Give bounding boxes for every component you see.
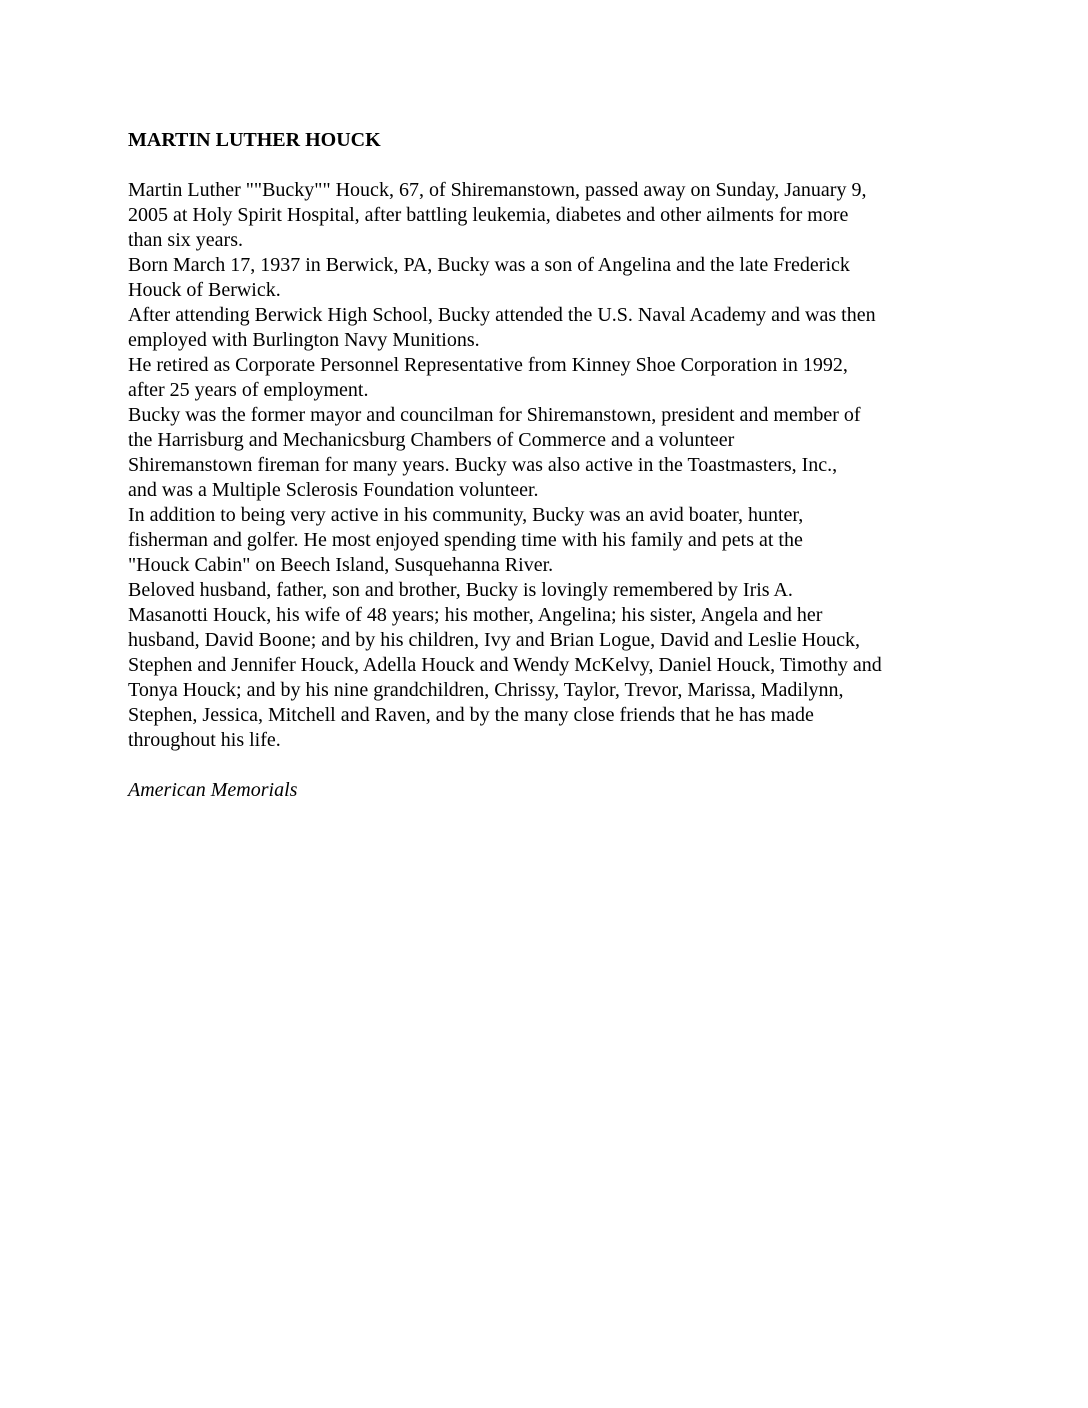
body-line: fisherman and golfer. He most enjoyed spending time with his family and pets at the xyxy=(128,529,803,551)
body-line: Masanotti Houck, his wife of 48 years; his mother, Angelina; his sister, Angela and her xyxy=(128,604,823,626)
body-line: employed with Burlington Navy Munitions. xyxy=(128,329,480,351)
body-line: Houck of Berwick. xyxy=(128,279,281,301)
source-credit: American Memorials xyxy=(128,779,298,801)
body-line: Stephen and Jennifer Houck, Adella Houck and Wendy McKelvy, Daniel Houck, Timothy and xyxy=(128,654,882,676)
body-line: husband, David Boone; and by his children, Ivy and Brian Logue, David and Leslie Houck, xyxy=(128,629,861,651)
body-line: "Houck Cabin" on Beech Island, Susquehanna River. xyxy=(128,554,554,576)
body-line: Born March 17, 1937 in Berwick, PA, Bucky was a son of Angelina and the late Frederick xyxy=(128,254,850,276)
body-line: 2005 at Holy Spirit Hospital, after battling leukemia, diabetes and other ailments for more xyxy=(128,204,849,226)
body-line: Martin Luther ""Bucky"" Houck, 67, of Shiremanstown, passed away on Sunday, January 9, xyxy=(128,179,867,201)
body-line: and was a Multiple Sclerosis Foundation volunteer. xyxy=(128,479,539,501)
obituary-body xyxy=(128,178,978,753)
body-line: than six years. xyxy=(128,229,243,251)
body-line: After attending Berwick High School, Bucky attended the U.S. Naval Academy and was then xyxy=(128,304,876,326)
body-line: Tonya Houck; and by his nine grandchildren, Chrissy, Taylor, Trevor, Marissa, Madilynn, xyxy=(128,679,844,701)
body-line: Stephen, Jessica, Mitchell and Raven, and by the many close friends that he has made xyxy=(128,704,814,726)
body-line: He retired as Corporate Personnel Representative from Kinney Shoe Corporation in 1992, xyxy=(128,354,848,376)
body-line: In addition to being very active in his community, Bucky was an avid boater, hunter, xyxy=(128,504,804,526)
obituary-content xyxy=(128,128,978,803)
body-line: Bucky was the former mayor and councilman for Shiremanstown, president and member of xyxy=(128,404,861,426)
body-line: Beloved husband, father, son and brother, Bucky is lovingly remembered by Iris A. xyxy=(128,579,793,601)
body-line: after 25 years of employment. xyxy=(128,379,369,401)
obituary-title: MARTIN LUTHER HOUCK xyxy=(128,129,381,151)
body-line: the Harrisburg and Mechanicsburg Chambers of Commerce and a volunteer xyxy=(128,429,735,451)
body-line: Shiremanstown fireman for many years. Bucky was also active in the Toastmasters, Inc., xyxy=(128,454,838,476)
body-line: throughout his life. xyxy=(128,729,281,751)
